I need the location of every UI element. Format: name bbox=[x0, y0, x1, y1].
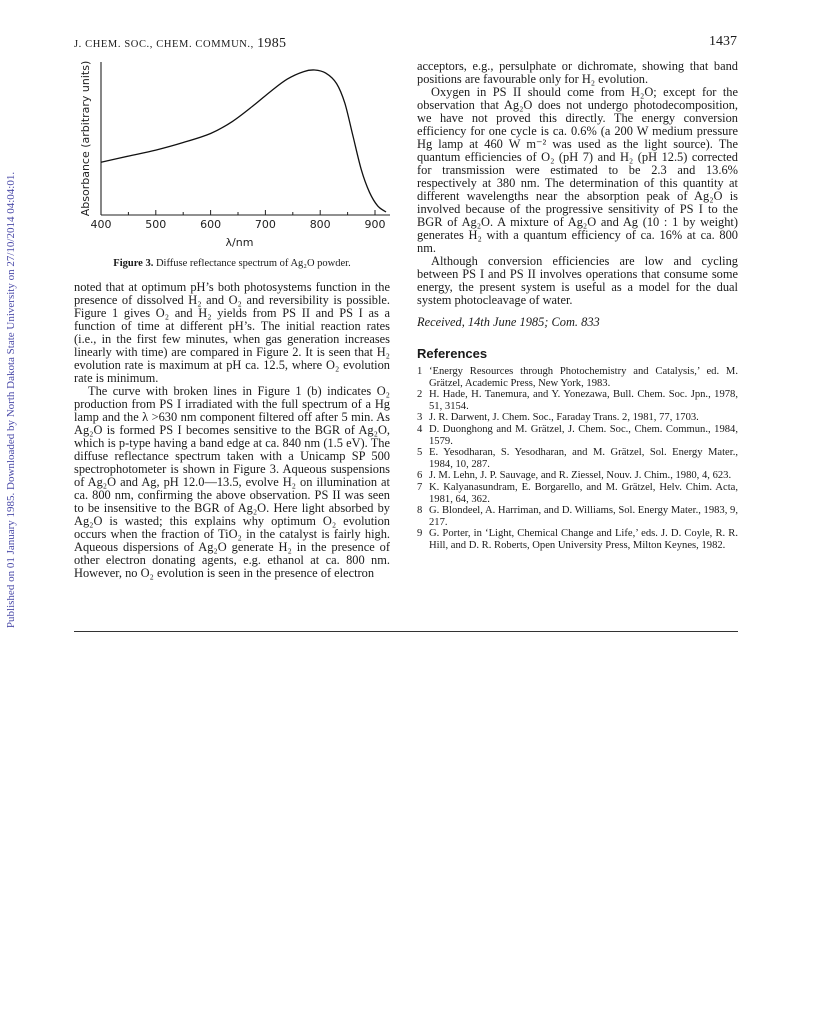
reference-item bbox=[417, 412, 738, 424]
journal-year: 1985 bbox=[257, 36, 287, 51]
x-tick-label: 400 bbox=[90, 218, 112, 231]
reference-text: J. R. Darwent, J. Chem. Soc., Faraday Trans. 2, 1981, 77, 1703. bbox=[429, 412, 699, 424]
figure-caption-label: Figure 3. bbox=[113, 258, 154, 269]
reference-number: 6 bbox=[417, 470, 423, 482]
figure-caption-text: Diffuse reflectance spectrum of Ag₂O powder. bbox=[155, 258, 351, 269]
spectrum-chart bbox=[74, 58, 390, 253]
reference-text: H. Hade, H. Tanemura, and Y. Yonezawa, Bull. Chem. Soc. Jpn., 1978, 51, 3154. bbox=[429, 389, 738, 412]
x-tick-label: 900 bbox=[364, 218, 386, 231]
body-paragraph: Although conversion efficiencies are low and cycling between PS I and PS II involves operations that consume some energy, the present system is useful as a model for the dual system photocleavage of water. bbox=[417, 254, 738, 307]
journal-name: J. CHEM. SOC., CHEM. COMMUN., bbox=[74, 39, 254, 50]
reference-number: 4 bbox=[417, 423, 423, 435]
reference-number: 5 bbox=[417, 447, 423, 459]
reference-text: D. Duonghong and M. Grätzel, J. Chem. Soc., Chem. Commun., 1984, 1579. bbox=[429, 423, 738, 447]
figure-caption bbox=[74, 258, 390, 269]
body-paragraph: acceptors, e.g., persulphate or dichromate, showing that band positions are favourable only for H₂ evolution. bbox=[417, 59, 738, 86]
reference-text: E. Yesodharan, S. Yesodharan, and M. Grätzel, Sol. Energy Mater., 1984, 10, 287. bbox=[429, 447, 738, 470]
body-paragraph: noted that at optimum pH’s both photosystems function in the presence of dissolved H₂ and O₂ and reversibility is possible. Figure 1 gives O₂ and H₂ yields from PS II and PS I as a function of time at different pH’s. The initial reaction rates (i.e., in the first few minutes, when gas generation increases linearly with time) are compared in Figure 2. It is seen that H₂ evolution rate is maximum at pH ca. 12.5, where O₂ evolution rate is minimum. bbox=[74, 280, 390, 385]
reference-list bbox=[417, 366, 738, 552]
reference-item bbox=[417, 505, 738, 528]
references-heading: References bbox=[417, 346, 488, 361]
received-date: Received, 14th June 1985; Com. 833 bbox=[417, 315, 600, 329]
reference-number: 7 bbox=[417, 481, 423, 493]
body-paragraph: Oxygen in PS II should come from H₂O; except for the observation that Ag₂O does not undergo photodecomposition, we have not proved this directly. The energy conversion efficiency for one cycle is ca. 0.6% (a 200 W medium pressure Hg lamp at 460 W m⁻² was used as the light source). The quantum efficiencies of O₂ (pH 7) and H₂ (pH 12.5) corrected for transmission were estimated to be 2.3 and 13.6% respectively at 380 nm. The determination of this quantity at different wavelengths near the absorption peak of Ag₂O is involved because of the progressive sensitivity of PS I to the BGR of Ag₂O. A mixture of Ag₂O and Ag (10 : 1 by weight) generates H₂ with a quantum efficiency of ca. 16% at ca. 800 nm. bbox=[417, 85, 738, 255]
reference-number: 8 bbox=[417, 505, 423, 517]
page-number: 1437 bbox=[709, 34, 737, 49]
reference-text: K. Kalyanasundram, E. Borgarello, and M. Grätzel, Helv. Chim. Acta, 1981, 64, 362. bbox=[429, 481, 738, 505]
reference-item bbox=[417, 482, 738, 505]
reference-number: 2 bbox=[417, 389, 423, 401]
x-axis-label: λ/nm bbox=[225, 236, 254, 249]
reference-text: G. Blondeel, A. Harriman, and D. Williams, Sol. Energy Mater., 1983, 9, 217. bbox=[429, 505, 738, 528]
figure-3 bbox=[74, 58, 390, 278]
x-tick-label: 500 bbox=[145, 218, 167, 231]
download-watermark-text: Published on 01 January 1985. Downloaded by North Dakota State University on 27/10/2014 04:04:01. bbox=[5, 171, 17, 629]
reference-item bbox=[417, 528, 738, 551]
reference-number: 3 bbox=[417, 412, 423, 424]
absorbance-curve bbox=[101, 70, 386, 212]
reference-item bbox=[417, 447, 738, 470]
reference-item bbox=[417, 366, 738, 389]
reference-text: J. M. Lehn, J. P. Sauvage, and R. Ziessel, Nouv. J. Chim., 1980, 4, 623. bbox=[429, 470, 732, 482]
reference-text: ‘Energy Resources through Photochemistry and Catalysis,’ ed. M. Grätzel, Academic Press, New York, 1983. bbox=[429, 366, 738, 389]
x-tick-label: 600 bbox=[200, 218, 222, 231]
body-paragraph: The curve with broken lines in Figure 1 (b) indicates O₂ production from PS I irradiated with the full spectrum of a Hg lamp and the λ >630 nm component filtered off after 5 min. As Ag₂O is formed PS I becomes sensitive to the BGR of Ag₂O, which is p-type having a band edge at ca. 840 nm (1.5 eV). The diffuse reflectance spectrum taken with a Unicamp SP 500 spectrophotometer is shown in Figure 3. Aqueous suspensions of Ag₂O and Ag, pH 12.0—13.5, evolve H₂ on illumination at ca. 800 nm, confirming the above observation. PS II was seen to be insensitive to the BGR of Ag₂O. Here light absorbed by Ag₂O is wasted; this explains why optimum O₂ evolution occurs when the fraction of TiO₂ in the catalyst is fairly high. Aqueous dispersions of Ag₂O generate H₂ in the presence of other electron donating agents, e.g. ethanol at ca. 800 nm. However, no O₂ evolution is seen in the presence of electron bbox=[74, 384, 390, 580]
y-axis-label: Absorbance (arbitrary units) bbox=[79, 60, 92, 217]
right-column bbox=[417, 60, 738, 552]
reference-item bbox=[417, 389, 738, 412]
x-tick-label: 800 bbox=[309, 218, 331, 231]
running-head bbox=[74, 36, 286, 52]
download-watermark bbox=[0, 0, 22, 1033]
x-tick-label: 700 bbox=[254, 218, 276, 231]
reference-number: 9 bbox=[417, 528, 423, 540]
reference-item bbox=[417, 424, 738, 447]
page-bottom-rule bbox=[74, 631, 738, 632]
reference-item bbox=[417, 470, 738, 482]
reference-text: G. Porter, in ‘Light, Chemical Change and Life,’ eds. J. D. Coyle, R. R. Hill, and D. R. Roberts, Open University Press, Milton Keynes, 1982. bbox=[429, 528, 738, 551]
left-column bbox=[74, 281, 390, 580]
reference-number: 1 bbox=[417, 366, 423, 377]
